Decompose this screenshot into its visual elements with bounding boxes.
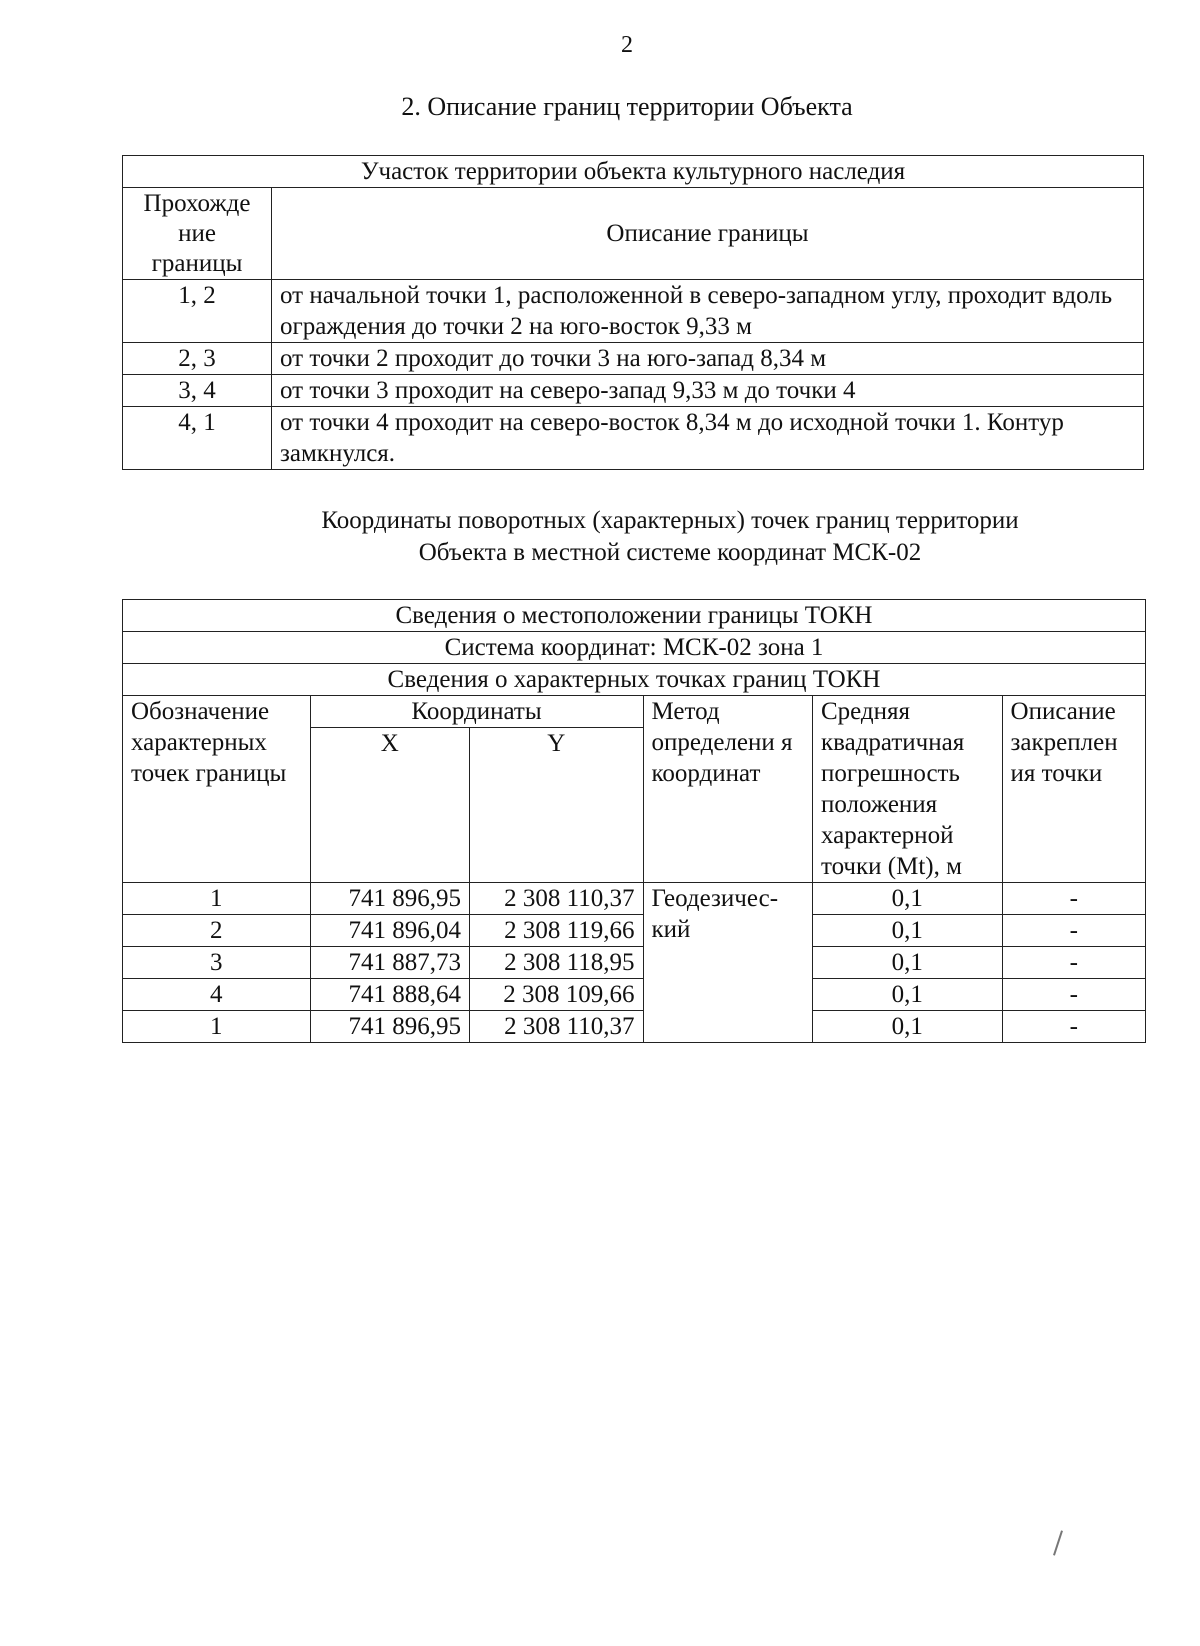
description-cell: от точки 3 проходит на северо-запад 9,33 м до точки 4: [272, 375, 1144, 407]
y-header: Y: [470, 728, 644, 883]
coords-table: [122, 599, 1146, 1043]
segment-header: Прохожде ние границы: [123, 188, 272, 280]
y-cell: 2 308 110,37: [470, 1011, 644, 1043]
segment-cell: 4, 1: [123, 407, 272, 470]
point-header: Обозначение характерных точек границы: [123, 696, 311, 883]
description-cell: от точки 4 проходит на северо-восток 8,34 м до исходной точки 1. Контур замкнулся.: [272, 407, 1144, 470]
error-cell: 0,1: [812, 1011, 1002, 1043]
coords-heading-line1: Координаты поворотных (характерных) точек границ территории: [321, 507, 1019, 534]
y-cell: 2 308 118,95: [470, 947, 644, 979]
fix-cell: -: [1002, 1011, 1145, 1043]
table-row: [123, 280, 1144, 343]
error-cell: 0,1: [812, 883, 1002, 915]
error-header: Средняя квадратичная погрешность положения характерной точки (Mt), м: [812, 696, 1002, 883]
coords-title-system: Система координат: МСК-02 зона 1: [123, 632, 1146, 664]
table-row: [123, 407, 1144, 470]
coordinates-header: Координаты: [310, 696, 643, 728]
table-row: [123, 915, 1146, 947]
fix-cell: -: [1002, 979, 1145, 1011]
description-header: Описание границы: [272, 188, 1144, 280]
segment-cell: 1, 2: [123, 280, 272, 343]
boundary-table-caption: Участок территории объекта культурного наследия: [123, 156, 1144, 188]
boundary-table: [122, 155, 1144, 470]
x-cell: 741 896,04: [310, 915, 469, 947]
error-cell: 0,1: [812, 979, 1002, 1011]
table-row: [123, 375, 1144, 407]
table-row: [123, 883, 1146, 915]
point-cell: 1: [123, 883, 311, 915]
fix-header: Описание закреплен ия точки: [1002, 696, 1145, 883]
coords-heading: [250, 505, 1090, 569]
table-row: [123, 343, 1144, 375]
segment-cell: 2, 3: [123, 343, 272, 375]
x-header: X: [310, 728, 469, 883]
coords-heading-line2: Объекта в местной системе координат МСК-02: [418, 539, 922, 566]
x-cell: 741 887,73: [310, 947, 469, 979]
method-cell: Геодезичес- кий: [643, 883, 812, 1043]
table-row: [123, 1011, 1146, 1043]
pen-mark: [1053, 1530, 1063, 1555]
y-cell: 2 308 119,66: [470, 915, 644, 947]
y-cell: 2 308 109,66: [470, 979, 644, 1011]
description-cell: от начальной точки 1, расположенной в северо-западном углу, проходит вдоль ограждения до точки 2 на юго-восток 9,33 м: [272, 280, 1144, 343]
point-cell: 1: [123, 1011, 311, 1043]
error-cell: 0,1: [812, 915, 1002, 947]
section-title: 2. Описание границ территории Объекта: [401, 92, 853, 121]
point-cell: 2: [123, 915, 311, 947]
x-cell: 741 896,95: [310, 883, 469, 915]
error-cell: 0,1: [812, 947, 1002, 979]
x-cell: 741 888,64: [310, 979, 469, 1011]
segment-cell: 3, 4: [123, 375, 272, 407]
table-row: [123, 947, 1146, 979]
fix-cell: -: [1002, 883, 1145, 915]
x-cell: 741 896,95: [310, 1011, 469, 1043]
page-number: 2: [621, 32, 633, 58]
fix-cell: -: [1002, 947, 1145, 979]
coords-title-points: Сведения о характерных точках границ ТОКН: [123, 664, 1146, 696]
method-header: Метод определени я координат: [643, 696, 812, 883]
y-cell: 2 308 110,37: [470, 883, 644, 915]
description-cell: от точки 2 проходит до точки 3 на юго-запад 8,34 м: [272, 343, 1144, 375]
point-cell: 3: [123, 947, 311, 979]
coords-title-location: Сведения о местоположении границы ТОКН: [123, 600, 1146, 632]
fix-cell: -: [1002, 915, 1145, 947]
table-row: [123, 979, 1146, 1011]
point-cell: 4: [123, 979, 311, 1011]
